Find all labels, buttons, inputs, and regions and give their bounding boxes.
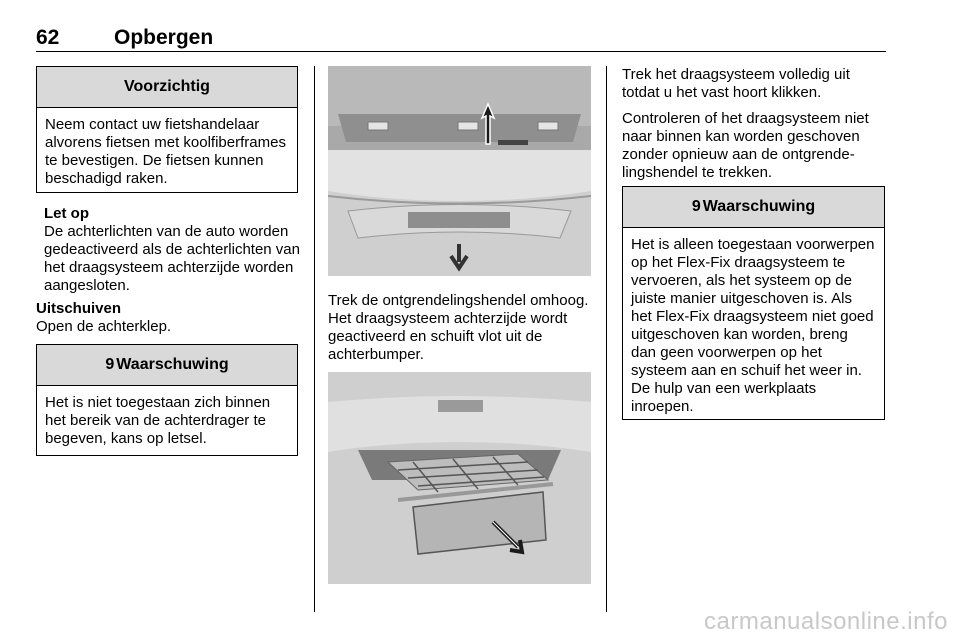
note-body: De achterlichten van de auto worden gedeactiveerd als de achterlichten van het draagsysteem achterzijde worden aangesloten.	[44, 223, 300, 294]
caution-heading: Voorzichtig	[37, 67, 297, 108]
page-number: 62	[36, 26, 60, 49]
note-label: Let op	[44, 205, 89, 222]
warning-triangle-icon: 9	[105, 356, 115, 373]
caution-box	[36, 66, 298, 193]
right-instructions-2: Controleren of het draagsysteem niet naar binnen kan worden geschoven zonder opnieuw aan de ontgrendelingshendel te trekken.	[622, 110, 869, 181]
figure-extended-carrier	[328, 372, 591, 584]
page-header	[36, 26, 886, 52]
warning-box-2	[622, 186, 885, 420]
extended-carrier-illustration	[328, 372, 591, 584]
figure-rear-bumper-lever	[328, 66, 591, 276]
column-divider-right	[606, 66, 607, 612]
watermark: carmanualsonline.info	[704, 608, 948, 635]
middle-instructions: Trek de ontgrendelingshendel omhoog. Het draagsysteem achterzijde wordt geactiveerd en schuift vlot uit de achterbumper.	[328, 292, 589, 363]
warning-1-heading	[37, 345, 297, 386]
bumper-lever-illustration	[328, 66, 591, 276]
right-instructions-1: Trek het draagsysteem volledig uit totdat u het vast hoort klikken.	[622, 66, 850, 101]
warning-2-heading	[623, 187, 884, 228]
page-title: Opbergen	[114, 26, 214, 49]
warning-triangle-icon: 9	[691, 198, 701, 215]
column-divider-left	[314, 66, 315, 612]
warning-1-body: Het is niet toegestaan zich binnen het bereik van de achterdrager te begeven, kans op letsel.	[45, 394, 271, 447]
warning-1-heading-text: Waarschuwing	[116, 356, 229, 373]
warning-2-body: Het is alleen toegestaan voorwerpen op het Flex-Fix draagsysteem te vervoeren, als het systeem op de juiste manier uitgeschoven is. Als het Flex-Fix draagsysteem niet goed uitgeschoven kan worden, breng dan geen voorwerpen op het systeem aan en schuif het weer in. De hulp van een werkplaats inroepen.	[631, 236, 875, 415]
note-block	[44, 205, 300, 295]
extend-body: Open de achterklep.	[36, 318, 172, 335]
warning-box-1	[36, 344, 298, 456]
caution-body: Neem contact uw fietshandelaar alvorens fietsen met koolfiberframes te bevestigen. De fietsen kunnen beschadigd raken.	[45, 116, 286, 187]
extend-label: Uitschuiven	[36, 300, 122, 317]
warning-2-heading-text: Waarschuwing	[702, 198, 816, 215]
extend-section	[36, 300, 300, 336]
